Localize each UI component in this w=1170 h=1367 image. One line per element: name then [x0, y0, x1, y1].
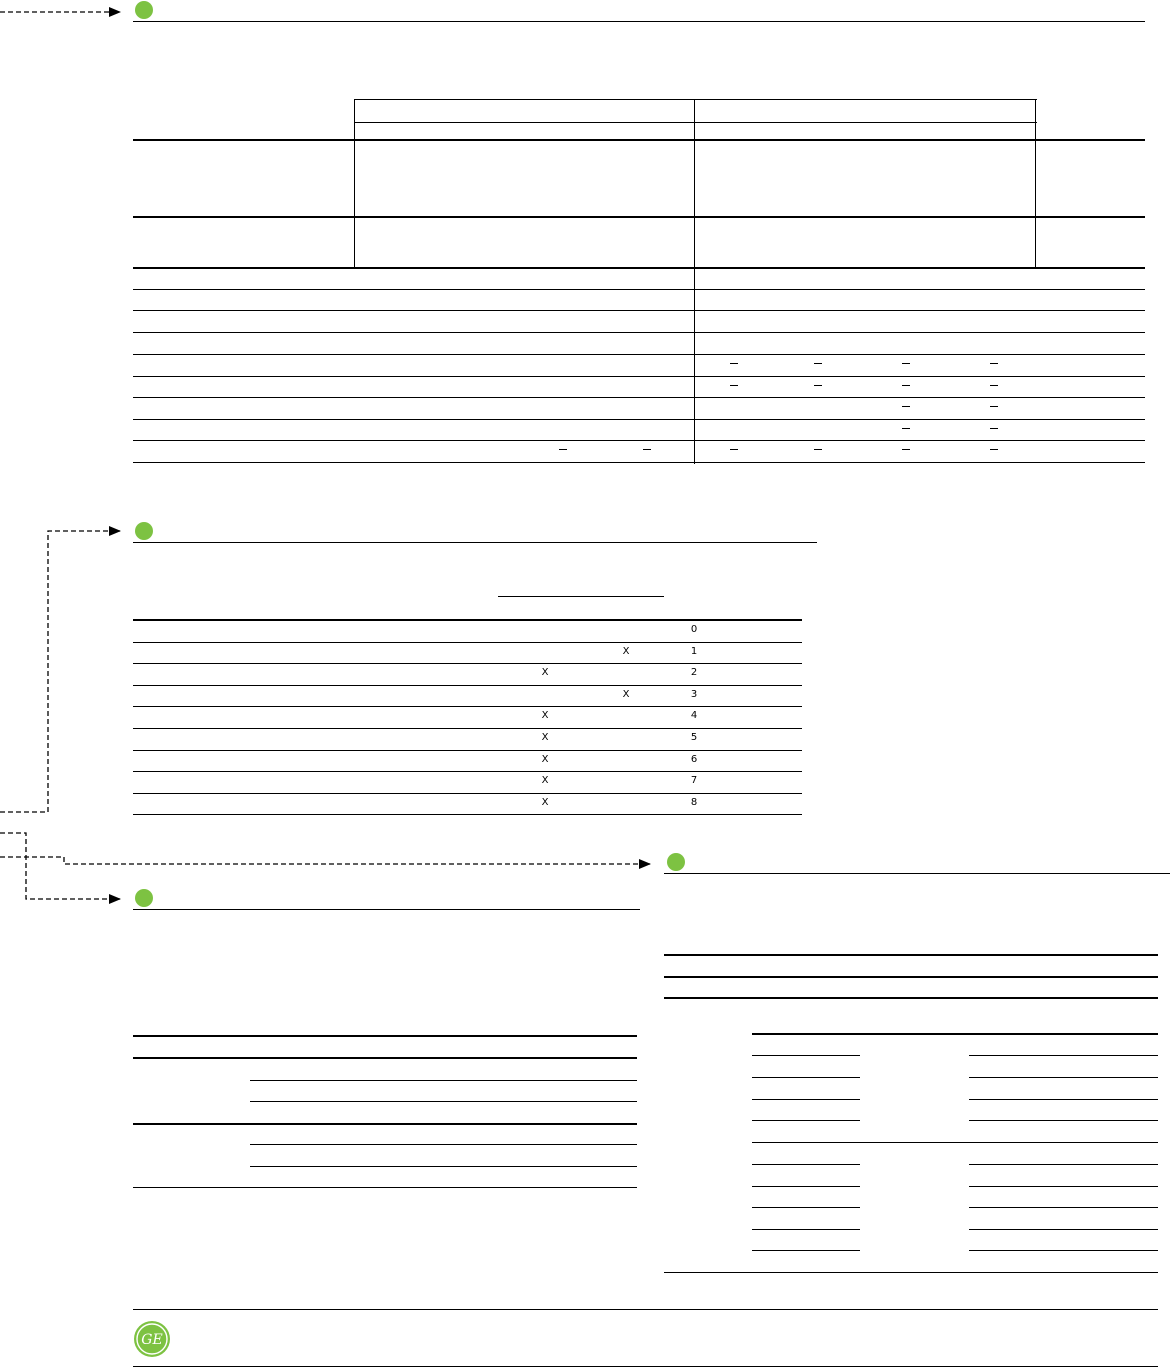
table-rule [133, 1035, 637, 1037]
mark-cell: X [541, 667, 549, 679]
dash-mark [643, 449, 651, 450]
row-rule [133, 728, 802, 729]
table-row [133, 397, 1145, 398]
table-row [133, 376, 1145, 377]
dash-mark [730, 449, 738, 450]
dash-mark [902, 428, 910, 429]
code-cell: 5 [690, 732, 698, 743]
table-row [133, 440, 1145, 441]
table-rule [752, 1033, 1158, 1035]
table-rule [133, 619, 802, 621]
table-row [969, 1099, 1158, 1100]
table-rule [664, 976, 1158, 978]
connector-arrow-4 [0, 833, 120, 899]
table-rule [133, 216, 1145, 218]
section-marker-dot [135, 522, 153, 540]
code-cell: 2 [690, 667, 698, 679]
dash-mark [902, 406, 910, 407]
section-rule [133, 542, 817, 543]
mark-cell: X [541, 796, 549, 808]
row-rule [133, 685, 802, 686]
row-rule [133, 663, 802, 664]
code-cell: 8 [690, 796, 698, 808]
table-row [752, 1077, 860, 1078]
section-marker-dot [135, 1, 153, 19]
table-border [354, 99, 355, 267]
dash-mark [990, 449, 998, 450]
code-cell: 3 [690, 688, 698, 700]
row-rule [133, 793, 802, 794]
table-row [752, 1120, 860, 1121]
dash-mark [902, 385, 910, 386]
table-row [969, 1120, 1158, 1121]
connector-arrow-2 [0, 531, 120, 812]
dash-mark [814, 449, 822, 450]
table-rule [133, 267, 1145, 269]
logo-text: GE [141, 1332, 163, 1348]
mark-cell: X [541, 732, 549, 743]
table-row [752, 1142, 1158, 1143]
table-rule [664, 1272, 1158, 1273]
ge-monogram-icon [134, 1321, 170, 1357]
table-row [133, 419, 1145, 420]
table-row [133, 354, 1145, 355]
table-row [752, 1250, 860, 1251]
table-rule [133, 1057, 637, 1059]
dash-mark [814, 363, 822, 364]
table-row [133, 310, 1145, 311]
table-row [250, 1101, 637, 1102]
code-cell: 7 [690, 775, 698, 787]
table-rule [133, 1187, 637, 1188]
code-cell: 4 [690, 710, 698, 722]
dash-mark [990, 428, 998, 429]
table-row [969, 1164, 1158, 1165]
table-row [969, 1186, 1158, 1187]
table-row [969, 1055, 1158, 1056]
table-row [133, 289, 1145, 290]
table-rule [664, 954, 1158, 956]
code-cell: 6 [690, 753, 698, 765]
table-rule [133, 139, 1145, 141]
table-row [250, 1144, 637, 1145]
row-rule [133, 750, 802, 751]
section-marker-dot [667, 853, 685, 871]
table-border [354, 99, 1037, 100]
section-marker-dot [135, 889, 153, 907]
table-row [752, 1055, 860, 1056]
footer-rule [133, 1309, 1158, 1310]
row-rule [133, 814, 802, 815]
dash-mark [730, 385, 738, 386]
dash-mark [902, 363, 910, 364]
section-rule [664, 873, 1170, 874]
mark-cell: X [541, 710, 549, 722]
table-row [752, 1099, 860, 1100]
table-row [969, 1229, 1158, 1230]
table-rule [664, 997, 1158, 999]
table-row [250, 1080, 637, 1081]
table-row [752, 1164, 860, 1165]
table-row [133, 332, 1145, 333]
column-group-rule [498, 596, 664, 597]
dash-mark [559, 449, 567, 450]
table-border [354, 122, 1037, 123]
dash-mark [814, 385, 822, 386]
table-row [969, 1207, 1158, 1208]
table-row [969, 1250, 1158, 1251]
dash-mark [990, 385, 998, 386]
mark-cell: X [622, 688, 630, 700]
code-cell: 0 [690, 624, 698, 635]
dash-mark [990, 406, 998, 407]
table-row [752, 1207, 860, 1208]
mark-cell: X [622, 645, 630, 657]
section-rule [133, 21, 1145, 22]
code-cell: 1 [690, 645, 698, 657]
table-row [250, 1166, 637, 1167]
mark-cell: X [541, 753, 549, 765]
table-rule [133, 1123, 637, 1125]
table-border [694, 99, 695, 464]
table-row [752, 1229, 860, 1230]
dash-mark [902, 449, 910, 450]
section-rule [133, 909, 640, 910]
row-rule [133, 771, 802, 772]
table-row [969, 1077, 1158, 1078]
mark-cell: X [541, 775, 549, 787]
dash-mark [730, 363, 738, 364]
connector-arrow-3 [0, 857, 650, 864]
row-rule [133, 706, 802, 707]
dash-mark [990, 363, 998, 364]
table-border [1035, 99, 1036, 267]
table-row [133, 462, 1145, 463]
table-row [752, 1186, 860, 1187]
row-rule [133, 642, 802, 643]
